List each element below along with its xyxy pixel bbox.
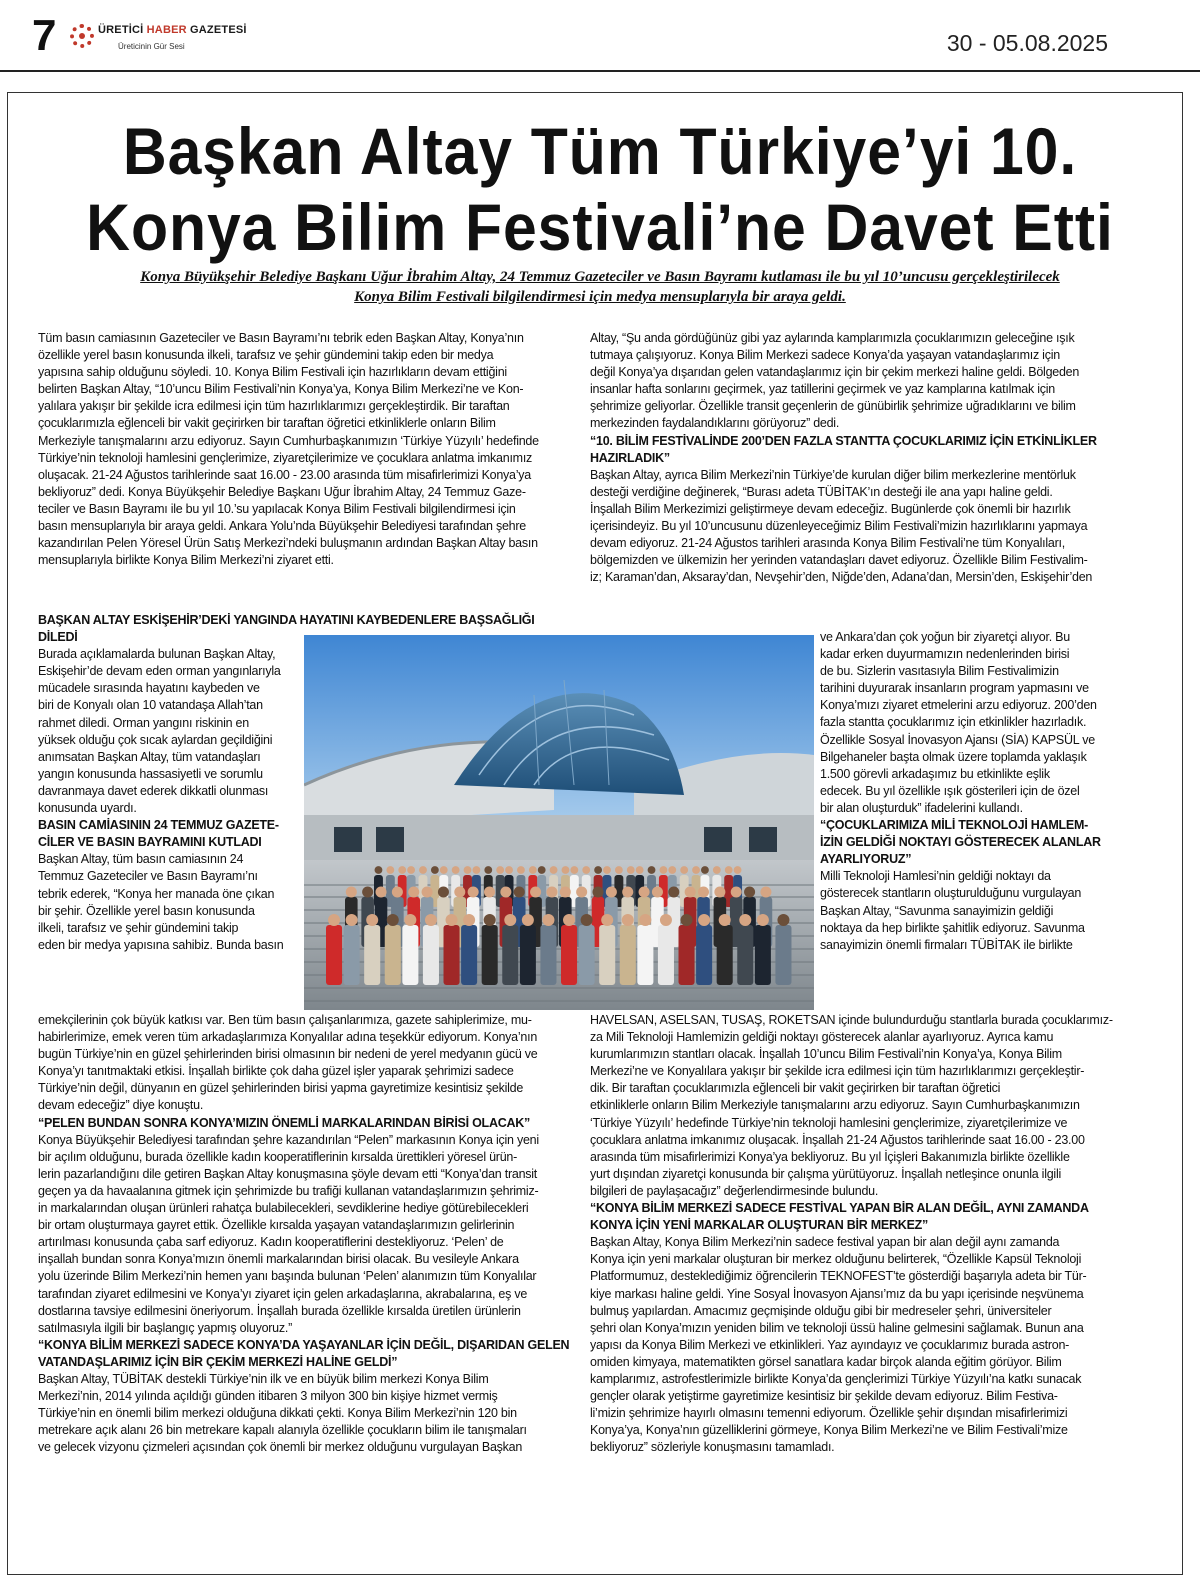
text-line: Başkan Altay, TÜBİTAK destekli Türkiye’nin ilk ve en büyük bilim merkezi Konya Bilim — [38, 1371, 489, 1386]
text-line: Türkiye’nin değil, dünyanın en güzel şehirlerinden birisi yapma gayretimize kesintisiz şekilde — [38, 1081, 524, 1096]
text-line: bulmuş yapılardan. Amacımız geçmişinde olduğu gibi bir medreseler şehri, üniversiteler — [590, 1303, 1052, 1318]
person-figure — [775, 925, 791, 985]
text-line: devam edeceğiz” diye konuştu. — [38, 1098, 204, 1113]
person-head — [530, 886, 541, 897]
issue-date: 30 - 05.08.2025 — [946, 30, 1108, 56]
text-line: fazla stantta çocuklarımız için etkinlikler hazırladık. — [820, 715, 1087, 730]
text-line: kurumlarımızın stantları olacak. İnşallah 10’uncu Bilim Festivali’nin Konya’ya, Konya Bilim — [590, 1047, 1062, 1062]
person-head — [560, 886, 571, 897]
person-head — [522, 914, 534, 926]
text-line: rahmet diledi. Orman yangını riskinin en — [38, 715, 249, 730]
text-line: oluşacak. 21-24 Ağustos tarihlerinde saat 16.00 - 23.00 arasında tüm misafirlerimizi Konya’ya — [38, 467, 531, 482]
person-figure — [561, 925, 577, 985]
text-line: Konya’ya, Konya’nın güzelliklerini görmeye, Konya Bilim Merkezi’ne ve Bilim Festivali’mize — [590, 1423, 1068, 1438]
person-head — [606, 886, 617, 897]
person-head — [603, 866, 611, 874]
person-head — [594, 866, 602, 874]
text-line: eden bir medya yapısına sahibiz. Bunda basın — [38, 937, 284, 952]
person-figure — [520, 925, 536, 985]
right-column-narrow — [820, 629, 1101, 954]
person-head — [542, 914, 554, 926]
text-line: habirlerimize, emek veren tüm arkadaşlarımıza Konyalılar adına teşekkür ediyorum. Konya’nın — [38, 1030, 538, 1045]
text-line: bölgemizden ve ülkemizin her yerinden vatandaşları davet ediyoruz. Özellikle Bilim Festivalim- — [590, 553, 1088, 568]
person-head — [562, 866, 570, 874]
person-figure — [326, 925, 342, 985]
text-line: omiden kimyaya, matematikten görsel sanatlara kadar birçok alanda eğitim görüyor. Bilim — [590, 1354, 1062, 1369]
person-figure — [737, 925, 753, 985]
text-line: anımsatan Başkan Altay, tüm vatandaşları — [38, 749, 261, 764]
left-column-top — [38, 330, 539, 569]
person-head — [468, 886, 479, 897]
text-line: biri de Konyalı olan 10 vatandaşa Allah’tan — [38, 698, 263, 713]
text-line: bir şehir. Özellikle yerel basın konusunda — [38, 903, 255, 918]
right-column-bottom — [590, 1012, 1113, 1456]
section-heading: “KONYA BİLİM MERKEZİ SADECE FESTİVAL YAPAN BİR ALAN DEĞİL, AYNI ZAMANDA — [590, 1201, 1089, 1216]
person-head — [576, 886, 587, 897]
section-heading: “ÇOCUKLARIMIZA MİLİ TEKNOLOJİ HAMLEM- — [820, 818, 1089, 833]
person-head — [404, 914, 416, 926]
section-heading: HAZIRLADIK” — [590, 450, 670, 465]
text-line: Platformumuz, desteklediğimiz öğrencilerin TEKNOFEST’te gösterdiği başarıyla adeta bir Tür- — [590, 1269, 1087, 1284]
text-line: Altay, “Şu anda gördüğünüz gibi yaz aylarında kamplarımızla çocuklarımızın geleceğine ışık — [590, 331, 1075, 345]
text-line: yurt dışından ziyaretçi konusunda bir çalışma yürütüyoruz. İnşallah netleşince onunla ilgili — [590, 1166, 1062, 1181]
text-line: in markalarından oluşan ürünleri rahatça bulabilecekleri, sevdiklerine hediye götürebilecekleri — [38, 1201, 529, 1216]
person-head — [484, 914, 496, 926]
person-figure — [755, 925, 771, 985]
text-line: desteği verdiğine değinerek, “Burası adeta TÜBİTAK’ın desteği ile ana yapı haline geldi. — [590, 484, 1053, 499]
person-head — [563, 914, 575, 926]
text-line: dik. Bir taraftan çocuklarımızla eğlenceli bir vakit geçirirken bir taraftan öğretici — [590, 1081, 1001, 1096]
person-head — [698, 886, 709, 897]
person-head — [550, 866, 558, 874]
section-heading: CİLER VE BASIN BAYRAMINI KUTLADI — [38, 835, 262, 850]
text-line: iz; Karaman’dan, Aksaray’dan, Nevşehir’den, Niğde’den, Adana’dan, Mersin’den, Eskişehir’den — [590, 570, 1093, 585]
person-figure — [599, 925, 615, 985]
person-head — [714, 886, 725, 897]
person-figure — [364, 925, 380, 985]
text-line: davranmaya davet ederek dikkatli olunması — [38, 783, 269, 798]
text-line: Başkan Altay, tüm basın camiasının 24 — [38, 852, 244, 867]
person-figure — [717, 925, 733, 985]
person-head — [582, 866, 590, 874]
section-heading: AYARLIYORUZ” — [820, 852, 912, 867]
person-head — [713, 866, 721, 874]
person-figure — [502, 925, 518, 985]
text-line: bir ortam oluşturmaya gayret ettik. Özellikle kırsalda yaşayan vatandaşlarımızın gelirlerinin — [38, 1218, 515, 1233]
text-line: yalılara yakışır bir şekilde icra edilmesi için tüm hazırlıklarımızı gerçekleştirdik. Bir taraftan — [38, 399, 510, 414]
person-head — [529, 866, 537, 874]
person-head — [680, 866, 688, 874]
text-line: bir alan oluşturduk” ifadelerini kullandı. — [820, 800, 1023, 815]
section-heading: İZİN GELDİĞİ NOKTAYI GÖSTERECEK ALANLAR — [820, 835, 1101, 850]
person-head — [328, 914, 340, 926]
section-heading: DİLEDİ — [38, 630, 78, 645]
person-head — [398, 866, 406, 874]
text-line: satılmasıyla ilgili bir başlangıç yapmış oluyoruz.” — [38, 1320, 293, 1335]
person-head — [431, 866, 439, 874]
section-heading: BAŞKAN ALTAY ESKİŞEHİR’DEKİ YANGINDA HAYATINI KAYBEDENLERE BAŞSAĞLIĞI — [38, 613, 535, 627]
group-photo — [304, 635, 814, 1010]
text-line: insanlar hafta sonlarını geçirmek, yaz tatillerini geçirmek ve yaz kamplarına katılmak için — [590, 382, 1055, 397]
person-head — [452, 866, 460, 874]
text-line: yapısına sahip olduğunu söyledi. 10. Konya Bilim Festivali için hazırlıkların devam ettiğini — [38, 365, 507, 380]
newspaper-tagline: Üreticinin Gür Sesi — [118, 42, 185, 51]
section-heading: BASIN CAMİASININ 24 TEMMUZ GAZETE- — [38, 818, 279, 833]
text-line: bir açılım olduğunu, burada özellikle kadın kooperatiflerinin kırsalda ürettikleri yöresel ürün- — [38, 1149, 518, 1164]
text-line: gösterecek stantların oluşturulduğunu vurgulayan — [820, 886, 1082, 901]
person-figure — [637, 925, 653, 985]
person-figure — [658, 925, 674, 985]
person-head — [636, 866, 644, 874]
person-head — [668, 886, 679, 897]
person-head — [446, 914, 458, 926]
text-line: li’mizin şehrimize hayırlı olmasını temenni ediyorum. Özellikle şehir dışından misafirlerimizi — [590, 1406, 1068, 1421]
person-figure — [482, 925, 498, 985]
text-line: etkinliklerle onların Bilim Merkeziyle tanışmalarını arzu ediyoruz. Sayın Cumhurbaşkanımızın — [590, 1098, 1080, 1113]
text-line: tarihini duyurarak insanların program yapmasını ve — [820, 681, 1089, 696]
text-line: kadar erken duyurmamızın nedenlerinden birisi — [820, 647, 1070, 662]
text-line: ve gelecek vizyonu çizmeleri açısından çok önemli bir merkez olduğunu vurgulayan Başkan — [38, 1440, 523, 1455]
section-heading: KONYA İÇİN YENİ MARKALAR OLUŞTURAN BİR MERKEZ” — [590, 1218, 929, 1233]
text-line: za Mili Teknoloji Hamlemizin geldiği noktayı gösterecek alanlar ayarlıyoruz. Ayrıca kamu — [590, 1030, 1054, 1045]
text-line: kazandırılan Pelen Yöresel Ürün Satış Merkezi’ndeki buluşmanın ardından Başkan Altay basın — [38, 536, 538, 551]
text-line: bilgileri de paylaşacağız” değerlendirmesinde bulundu. — [590, 1183, 879, 1198]
article-deck: Konya Büyükşehir Belediye Başkanı Uğur İbrahim Altay, 24 Temmuz Gazeteciler ve Basın Bayramı kutlaması ile bu yıl 10’uncusu gerçekleştirilecek Konya Bilim Festivali bilgilendirmesi için medya mensuplarıyla bir araya geldi. — [140, 269, 1060, 305]
text-line: Merkeziyle tanışmalarını arzu ediyoruz. Sayın Cumhurbaşkanımızın ‘Türkiye Yüzyılı’ hedefinde — [38, 433, 539, 448]
person-figure — [579, 925, 595, 985]
text-line: Başkan Altay, Konya Bilim Merkezi’nin sadece festival yapan bir alan değil aynı zamanda — [590, 1235, 1060, 1250]
person-figure — [540, 925, 556, 985]
text-line: Eskişehir’de devam eden orman yangınlarıyla — [38, 664, 281, 679]
person-head — [472, 866, 480, 874]
group-photo-illustration — [304, 635, 814, 1010]
person-figure — [423, 925, 439, 985]
person-head — [685, 886, 696, 897]
person-head — [362, 886, 373, 897]
text-line: Tüm basın camiasının Gazeteciler ve Basın Bayramı’nı tebrik eden Başkan Altay, Konya’nın — [38, 331, 524, 345]
person-head — [496, 866, 504, 874]
text-line: HAVELSAN, ASELSAN, TUSAŞ, ROKETSAN içinde bulundurduğu stantlarla burada çocuklarımız- — [590, 1013, 1113, 1027]
person-head — [777, 914, 789, 926]
text-line: metrekare açık alanı 26 bin metrekare kapalı alanıyla özellikle çocukların bilim ile tanışmaları — [38, 1423, 527, 1438]
person-head — [701, 866, 709, 874]
page-header — [0, 0, 1200, 70]
person-head — [659, 866, 667, 874]
text-line: lerin pazarlandığını dile getiren Başkan Altay konuşmasına şöyle devam etti “Konya’dan transit — [38, 1166, 538, 1181]
person-head — [425, 914, 437, 926]
text-line: ‘Türkiye Yüzyılı’ hedefinde Türkiye’nin teknoloji hamlesini gençlerimize, ziyaretçilerimize ve — [590, 1115, 1068, 1130]
text-line: yangın konusunda hassasiyetli ve sorumlu — [38, 766, 263, 781]
text-line: tebrik ederek, “Konya her manada öne çıkan — [38, 886, 275, 901]
section-heading: “10. BİLİM FESTİVALİNDE 200’DEN FAZLA STANTTA ÇOCUKLARIMIZ İÇİN ETKİNLİKLER — [590, 433, 1097, 448]
left-column-bottom — [38, 1012, 569, 1456]
person-figure — [461, 925, 477, 985]
text-line: Türkiye’nin teknoloji hamlesini gençlerimize, ziyaretçilerimize ve çocuklara anlatma imkanımız — [38, 450, 533, 465]
article-headline: Başkan Altay Tüm Türkiye’yi 10. Konya Bilim Festivali’ne Davet Etti — [86, 114, 1114, 264]
text-line: Başkan Altay, “Savunma sanayimizin geldiği — [820, 903, 1054, 918]
text-line: Özellikle Sosyal İnovasyon Ajansı (SİA) KAPSÜL ve — [820, 732, 1095, 747]
section-heading: “PELEN BUNDAN SONRA KONYA’MIZIN ÖNEMLİ MARKALARINDAN BİRİSİ OLACAK” — [38, 1115, 531, 1130]
text-line: bugün Türkiye’nin en güzel şehirlerinden birisi olmasının bir nedeni de yerel medyanın gücü ve — [38, 1047, 538, 1062]
text-line: tutmaya çalışıyoruz. Konya Bilim Merkezi sadece Konya’da yaşayan vatandaşlarımız için — [590, 348, 1060, 363]
text-line: Bilgehaneler başta olmak üzere toplamda yaklaşık — [820, 749, 1087, 764]
person-head — [719, 914, 731, 926]
person-head — [546, 886, 557, 897]
text-line: ilkeli, tarafsız ve şehir gündemini takip — [38, 920, 239, 935]
text-line: arasında tüm misafirlerimizi Konya’ya bekliyoruz. Bu yıl İçişleri Bakanımızla birlikte özellikle — [590, 1149, 1070, 1164]
person-head — [627, 866, 635, 874]
person-figure — [402, 925, 418, 985]
text-line: Milli Teknoloji Hamlesi’nin geldiği noktayı da — [820, 869, 1051, 884]
page-number: 7 — [32, 11, 57, 60]
text-line: belirten Başkan Altay, “10’uncu Bilim Festivali’nin Konya’ya, Konya Bilim Merkezi’ne ve Kon- — [38, 382, 524, 397]
person-head — [648, 866, 656, 874]
person-head — [660, 914, 672, 926]
person-head — [517, 866, 525, 874]
person-head — [668, 866, 676, 874]
text-line: konusunda uyardı. — [38, 801, 137, 816]
text-line: çocuklara anlatma imkanımız oluşacak. İnşallah 21-24 Ağustos tarihlerinde saat 16.00 - 23.00 — [590, 1132, 1085, 1147]
text-line: Konya’yı tanıtmaktaki etkisi. İnşallah birlikte çok daha güzel işler yaparak şehrimizi sadece — [38, 1064, 514, 1079]
person-figure — [620, 925, 636, 985]
person-head — [463, 914, 475, 926]
person-head — [422, 886, 433, 897]
person-head — [366, 914, 378, 926]
person-head — [346, 914, 358, 926]
person-head — [392, 886, 403, 897]
person-head — [581, 914, 593, 926]
text-line: gençler olarak yetiştirme gayretimize kesintisiz bir şekilde devam ediyoruz. Bilim Festiva- — [590, 1389, 1058, 1404]
person-head — [408, 886, 419, 897]
text-line: de bu. Sizlerin vasıtasıyla Bilim Festivalimizin — [820, 664, 1059, 679]
person-head — [681, 914, 693, 926]
text-line: şehrimize geliyorlar. Özellikle transit geçenlerin de günübirlik şehrimize uğradıklarını ve bilim — [590, 399, 1076, 414]
text-line: merkezinden faydalandıklarını görüyoruz” dedi. — [590, 416, 840, 431]
text-line: yüksek olduğu çok sıcak aylardan geçildiğini — [38, 732, 273, 747]
person-head — [592, 886, 603, 897]
text-line: değil Konya’ya dışarıdan gelen vatandaşlarımız için bir çekim merkezi haline geldi. Bölgeden — [590, 365, 1080, 380]
text-line: ve Ankara’dan çok yoğun bir ziyaretçi alıyor. Bu — [820, 630, 1070, 644]
text-line: içerisindeyiz. Bu yıl 10’uncusunu düzenleyeceğimiz Bilim Festivali’mizin hazırlıklarını yapmaya — [590, 519, 1088, 534]
person-head — [386, 866, 394, 874]
text-line: yolu üzerinde Bilim Merkezi’nin hemen yanı başında bulunan ‘Pelen’ alanımızın tüm Konyalılar — [38, 1269, 537, 1284]
newspaper-name: ÜRETİCİ HABER GAZETESİ — [98, 24, 247, 36]
text-line: İnşallah Bilim Merkezimizi geliştirmeye devam edeceğiz. Bugünlerde çok önemli bir hazırlık — [590, 501, 1071, 516]
person-head — [500, 886, 511, 897]
text-line: mensuplarıyla birlikte Konya Bilim Merkezi’ni ziyaret etti. — [38, 553, 334, 568]
person-head — [622, 886, 633, 897]
text-line: Burada açıklamalarda bulunan Başkan Altay, — [38, 647, 276, 662]
person-figure — [344, 925, 360, 985]
text-line: çocuklarımızla eğlenceli bir vakit geçirirken bir taraftan öğretici etkinliklerle onların Bilim — [38, 416, 496, 431]
text-line: 1.500 görevli arkadaşımız bu etkinlikte eşlik — [820, 766, 1050, 781]
text-line: Merkezi’ne ve Konyalılara yakışır bir şekilde icra edilmesi için tüm hazırlıklarımızı gerçekleştir- — [590, 1064, 1085, 1079]
person-head — [725, 866, 733, 874]
text-line: Temmuz Gazeteciler ve Basın Bayramı’nı — [38, 869, 258, 884]
person-head — [346, 886, 357, 897]
person-head — [454, 886, 465, 897]
person-head — [744, 886, 755, 897]
text-line: noktaya da hep birlikte şahitlik ediyoruz. Savunma — [820, 920, 1085, 935]
text-line: mücadele sırasında hayatını kaybeden ve — [38, 681, 260, 696]
person-head — [505, 866, 513, 874]
person-head — [538, 866, 546, 874]
person-head — [407, 866, 415, 874]
text-line: bekliyoruz” dedi. Konya Büyükşehir Belediye Başkanı Uğur İbrahim Altay, 24 Temmuz Gaze- — [38, 484, 526, 499]
text-line: teciler ve Basın Bayramı ile bu yıl 10.’su yapılacak Konya Bilim Festivali bilgilendirmesi için — [38, 501, 516, 516]
person-figure — [444, 925, 460, 985]
person-head — [375, 886, 386, 897]
person-head — [639, 914, 651, 926]
person-head — [734, 866, 742, 874]
person-head — [760, 886, 771, 897]
text-line: basın mensuplarıyla bir araya geldi. Ankara Yolu’nda Büyükşehir Belediyesi tarafından şehre — [38, 519, 526, 534]
newspaper-logo — [70, 22, 247, 58]
text-line: Merkezi’nin, 2014 yılında açıldığı günden itibaren 3 milyon 300 bin kişiye hizmet vermiş — [38, 1389, 498, 1404]
text-line: Konya Büyükşehir Belediyesi tarafından şehre kazandırılan “Pelen” markasının Konya için yeni — [38, 1132, 539, 1147]
person-head — [731, 886, 742, 897]
text-line: Konya için yeni markalar oluşturan bir merkez olduğunu belirterek, “Özellikle Kapsül Teknoloji — [590, 1252, 1082, 1267]
person-head — [615, 866, 623, 874]
person-head — [504, 914, 516, 926]
person-head — [757, 914, 769, 926]
text-line: inşallah bundan sonra Konya’mızın önemli markalarından birisi olacak. Bu vesileyle Ankara — [38, 1252, 519, 1267]
person-head — [652, 886, 663, 897]
person-head — [438, 886, 449, 897]
person-head — [639, 886, 650, 897]
text-line: geçen ya da havaalanına gitmek için şehrimizde bu trafiği kullanan vatandaşlarımızın şehrimiz- — [38, 1183, 539, 1198]
text-line: bekliyoruz” sözleriyle konuşmasını tamamladı. — [590, 1440, 835, 1455]
person-head — [375, 866, 383, 874]
person-head — [440, 866, 448, 874]
text-line: şehri olan Konya’mızın yeniden bilim ve teknoloji üssü haline gelmesini sağlamak. Bunun ana — [590, 1320, 1084, 1335]
person-head — [419, 866, 427, 874]
right-column-top — [590, 330, 1097, 586]
person-head — [484, 866, 492, 874]
person-head — [622, 914, 634, 926]
header-divider — [0, 70, 1200, 72]
person-head — [387, 914, 399, 926]
person-head — [698, 914, 710, 926]
text-line: özellikle yerel basın konusunda ilkeli, tarafsız ve şehir gündemini takip eden bir medya — [38, 348, 494, 363]
section-heading: VATANDAŞLARIMIZ İÇİN BİR ÇEKİM MERKEZİ HALİNE GELDİ” — [38, 1354, 398, 1369]
text-line: edecek. Bu yıl özellikle ışık gösterileri için de özel — [820, 783, 1080, 798]
text-line: kamplarımız, astrofestlerimizle birlikte Konya’da gençlerimizi Türkiye Yüzyılı’na katkı sunacak — [590, 1371, 1082, 1386]
person-figure — [679, 925, 695, 985]
gear-icon — [70, 24, 94, 48]
person-head — [601, 914, 613, 926]
text-line: Türkiye’nin en önemli bilim merkezi olduğuna dikkati çekti. Konya Bilim Merkezi’nin 120 bin — [38, 1406, 517, 1421]
text-line: yapısı da Konya Bilim Merkezi ve etkinlikleri. Yaz ayındayız ve çocuklarımız burada astron- — [590, 1337, 1070, 1352]
person-head — [692, 866, 700, 874]
text-line: emekçilerinin çok büyük katkısı var. Ben tüm basın çalışanlarımıza, gazete sahiplerimize, mu- — [38, 1013, 532, 1027]
section-heading: “KONYA BİLİM MERKEZİ SADECE KONYA’DA YAŞAYANLAR İÇİN DEĞİL, DIŞARIDAN GELEN — [38, 1337, 570, 1352]
person-head — [514, 886, 525, 897]
text-line: devam ediyoruz. 21-24 Ağustos tarihleri arasında Konya Bilim Festivali’ne tüm Konyalıları, — [590, 536, 1065, 551]
person-head — [570, 866, 578, 874]
text-line: Başkan Altay, ayrıca Bilim Merkezi’nin Türkiye’de kurulan diğer bilim merkezlerine mentörluk — [590, 467, 1076, 482]
person-head — [464, 866, 472, 874]
text-line: Konya’mızı ziyaret etmelerini arzu ediyoruz. 200’den — [820, 698, 1097, 713]
person-head — [484, 886, 495, 897]
text-line: dostlarına tavsiye edilmesini öneriyorum. İnşallah burada özellikle kırsalda üretilen ürünlerin — [38, 1303, 521, 1318]
text-line: kiye markası haline geldi. Yine Sosyal İnovasyon Ajansı’mız da bu yapı içerisinde neşvünema — [590, 1286, 1084, 1301]
person-head — [739, 914, 751, 926]
text-line: artırılması konusunda çaba sarf ediyoruz. Kadın kooperatiflerini destekliyoruz. ‘Pelen’ de — [38, 1235, 504, 1250]
text-line: sanayimizin önemli firmaları TÜBİTAK ile birlikte — [820, 937, 1073, 952]
person-figure — [696, 925, 712, 985]
person-figure — [385, 925, 401, 985]
text-line: tarafından ziyaret edilmesini ve Konya’yı ziyaret için gelen arkadaşlarına, akrabalarına, eş ve — [38, 1286, 528, 1301]
